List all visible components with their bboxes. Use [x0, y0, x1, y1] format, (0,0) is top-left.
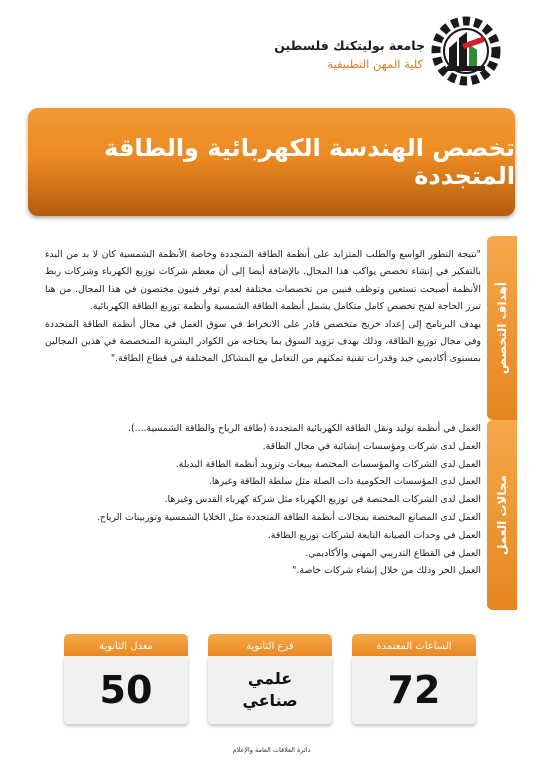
secondary-average-value: 50	[99, 668, 153, 712]
branch-scientific: علمي	[247, 669, 293, 688]
secondary-average-body	[64, 656, 188, 724]
field-item: العمل الحر وذلك من خلال إنشاء شركات خاصة."	[292, 565, 481, 577]
secondary-branch-label: فرع الثانوية	[208, 634, 332, 658]
credit-hours-card	[352, 634, 476, 724]
field-item: العمل في وحدات الصيانة التابعة لشركات توزيع الطاقة.	[267, 529, 481, 541]
secondary-branch-card	[208, 634, 332, 724]
section-side-tabs	[487, 236, 517, 610]
goals-section-tab	[487, 236, 517, 420]
field-item: العمل لدى الشركات والمؤسسات المختصة ببيعات وتزويد أنظمة الطاقة البديلة.	[175, 458, 481, 470]
field-item: العمل في أنظمة توليد ونقل الطاقة الكهربائية المتجددة (طاقة الرياح والطاقة الشمسية....).	[127, 423, 481, 434]
secondary-branch-body	[208, 656, 332, 724]
field-item: العمل لدى الشركات المختصة في توزيع الكهرباء مثل شركة كهرباء القدس وغيرها.	[164, 494, 481, 506]
fields-section	[45, 420, 481, 580]
secondary-average-label: معدل الثانوية	[64, 634, 188, 658]
credit-hours-label: الساعات المعتمدة	[352, 634, 476, 658]
credit-hours-body	[352, 656, 476, 724]
branch-industrial: صناعي	[242, 691, 298, 710]
goals-section	[45, 246, 481, 368]
university-gear-logo-icon	[429, 14, 503, 88]
fields-section-tab	[487, 420, 517, 610]
university-name: جامعة بوليتكنك فلسطين	[274, 38, 425, 53]
title-banner	[28, 108, 515, 216]
field-item: العمل لدى شركات ومؤسسات إنشائية في مجال الطاقة.	[262, 440, 481, 452]
goals-paragraph-2: يهدف البرنامج إلى إعداد خريج متخصص قادر على الانخراط في سوق العمل في مجال أنظمة الطاقة المتجددة وفي مجال توزيع الطاقة، وذلك بهدف تزويد السوق بما يحتاجه من الكوادر البشرية المتخصصة في هذين المجالين بمستوى أكاديمي جيد وقدرات تقنية تمكنهم من التعامل مع المشاكل المختلفة في قطاع الطاقة."	[45, 318, 481, 365]
footer-credit: دائرة العلاقات العامة والإعلام	[232, 746, 311, 754]
goals-tab-label: أهداف التخصص	[495, 282, 509, 374]
credit-hours-value: 72	[387, 668, 441, 712]
page-header	[0, 0, 543, 95]
secondary-average-card	[64, 634, 188, 724]
field-item: العمل في القطاع التدريبي المهني والأكاديمي.	[305, 547, 481, 559]
college-name: كلية المهن التطبيقية	[327, 57, 423, 71]
field-item: العمل لدى المصانع المختصة بمجالات أنظمة الطاقة المتجددة مثل الخلايا الشمسية وتوربينات الرياح.	[96, 511, 481, 523]
fields-tab-label: مجالات العمل	[495, 475, 509, 555]
goals-paragraph-1: "نتيجة التطور الواسع والطلب المتزايد على أنظمة الطاقة المتجددة وخاصة الأنظمة الشمسية كان لا بد من البدء بالتفكير في إنشاء تخصص يواكب هذا المجال. بالإضافة أيضا إلى أن معظم شركات توزيع الكهرباء وشركات ربط الأنظمة أصبحت تستعين وتوظف فنيين من تخصصات مختلفة لعدم توفر فنيون مختصون في هذا المجال. من هنا تبرز الحاجة لفتح تخصص كامل متكامل يشمل أنظمة الطاقة الشمسية وأنظمة توزيع الطاقة الكهربائية.	[45, 249, 481, 313]
page-title: تخصص الهندسة الكهربائية والطاقة المتجددة	[104, 134, 515, 190]
stats-row	[64, 634, 476, 724]
field-item: العمل لدى المؤسسات الحكومية ذات الصلة مثل سلطة الطاقة وغيرها.	[208, 476, 481, 488]
